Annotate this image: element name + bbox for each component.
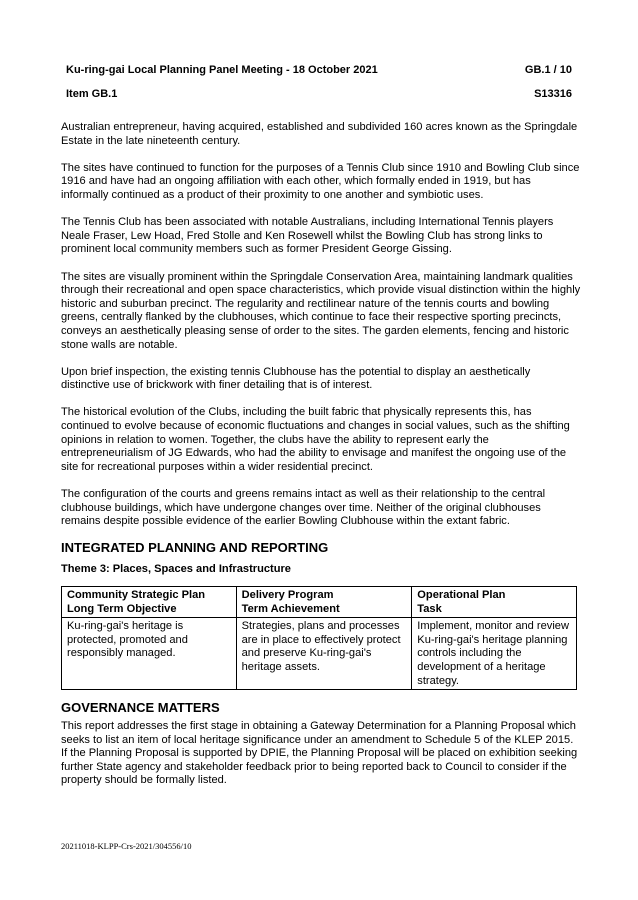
ipr-table — [61, 586, 577, 690]
column-header-operational: Operational Plan Task — [412, 587, 577, 618]
governance-paragraph: This report addresses the first stage in obtaining a Gateway Determination for a Planning Proposal which seeks to list an item of local heritage significance under an amendment to Schedule 5 of the KLEP 2015. If the Planning Proposal is supported by DPIE, the Planning Proposal will be placed on exhibition seeking further State agency and stakeholder feedback prior to being reported back to Council to consider if the property should be formally listed. — [61, 720, 578, 787]
table-cell: Ku-ring-gai's heritage is protected, promoted and responsibly managed. — [62, 618, 237, 690]
table-cell: Implement, monitor and review Ku-ring-gai's heritage planning controls including the development of a heritage strategy. — [412, 618, 577, 690]
paragraph: The sites are visually prominent within the Springdale Conservation Area, maintaining landmark qualities through their recreational and open space characteristics, which provide visual distinction within the highly historic and suburban precinct. The regularity and rectilinear nature of the tennis courts and bowling greens, centrally flanked by the clubhouses, which continue to face their respective sporting precincts, conveys an aesthetically pleasing sense of order to the sites. The garden elements, fencing and historic stone walls are notable. — [61, 270, 581, 351]
footer-reference: 20211018-KLPP-Crs-2021/304556/10 — [61, 841, 192, 851]
column-header-delivery: Delivery Program Term Achievement — [236, 587, 412, 618]
column-header-csp: Community Strategic Plan Long Term Objective — [62, 587, 237, 618]
governance-section — [61, 700, 581, 802]
paragraph: The Tennis Club has been associated with notable Australians, including International Tennis players Neale Fraser, Lew Hoad, Fred Stolle and Ken Rosewell whilst the Bowling Club has strong links to prominent local community members such as former President George Gissing. — [61, 216, 554, 256]
meeting-title: Ku-ring-gai Local Planning Panel Meeting - 18 October 2021 — [66, 64, 378, 76]
theme-heading: Theme 3: Places, Spaces and Infrastructure — [61, 563, 291, 575]
paragraph: The configuration of the courts and greens remains intact as well as their relationship to the central clubhouse buildings, which have undergone changes over time. Neither of the original clubhouses remains despite possible evidence of the earlier Bowling Clubhouse within the extant fabric. — [61, 488, 546, 528]
table-row — [62, 618, 577, 690]
paragraph: Upon brief inspection, the existing tennis Clubhouse has the potential to display an aesthetically distinctive use of brickwork with finer detailing that is of interest. — [61, 365, 531, 392]
document-code: S13316 — [534, 88, 572, 100]
item-label: Item GB.1 — [66, 88, 118, 100]
ipr-section — [61, 540, 581, 576]
table-header-row — [62, 587, 577, 618]
paragraph: The sites have continued to function for the purposes of a Tennis Club since 1910 and Bowling Club since 1916 and have had an ongoing affiliation with each other, which formally ended in 1919, but has informally continued as a product of their proximity to one another and symbiotic uses. — [61, 161, 580, 201]
ipr-heading: INTEGRATED PLANNING AND REPORTING — [61, 540, 329, 555]
page-reference: GB.1 / 10 — [524, 64, 572, 76]
report-body — [61, 121, 581, 542]
paragraph: Australian entrepreneur, having acquired, established and subdivided 160 acres known as the Springdale Estate in the late nineteenth century. — [61, 121, 578, 147]
paragraph: The historical evolution of the Clubs, including the built fabric that physically represents this, has continued to evolve because of economic fluctuations and changes in social values, such as the shifting opinions in relation to women. Together, the clubs have the ability to represent early the entrepreneurialism of JG Edwards, who had the ability to envisage and manifest the ongoing use of the site for recreational purposes within a wider residential precinct. — [61, 406, 570, 473]
table-cell: Strategies, plans and processes are in place to effectively protect and preserve Ku-ring-gai's heritage assets. — [236, 618, 412, 690]
governance-heading: GOVERNANCE MATTERS — [61, 700, 220, 715]
